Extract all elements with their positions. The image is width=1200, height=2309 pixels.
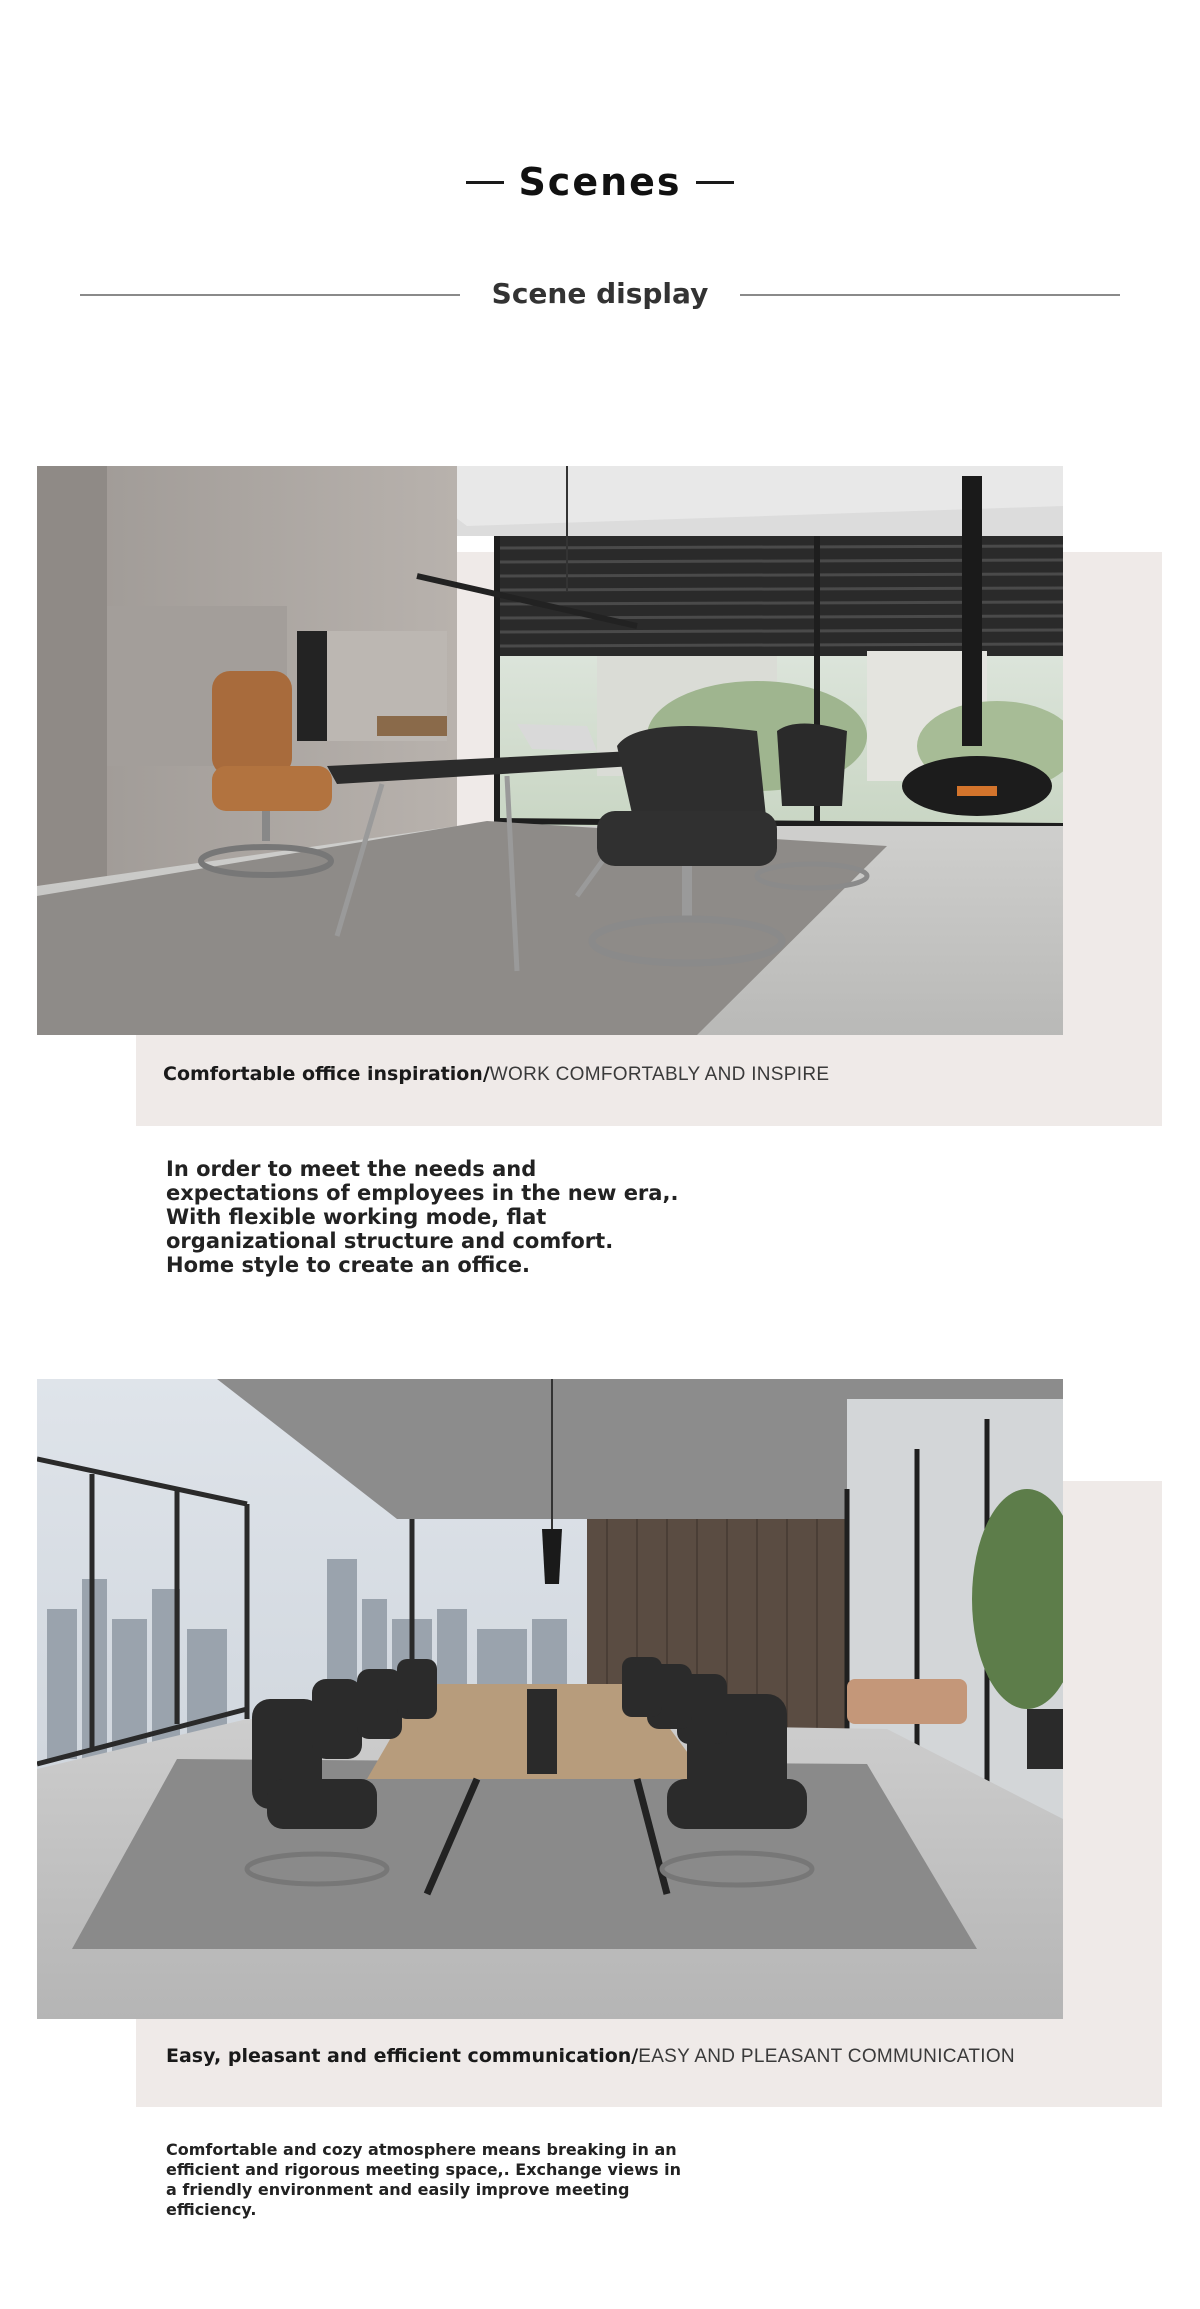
divider-left xyxy=(80,294,460,296)
divider-right xyxy=(740,294,1120,296)
scene-1-description: In order to meet the needs and expectations of employees in the new era,. With flexible working mode, flat organizational structure and comfort. Home style to create an office. xyxy=(166,1157,679,1277)
scene-1-caption-subtitle: WORK COMFORTABLY AND INSPIRE xyxy=(489,1064,830,1085)
scene-1-photo xyxy=(37,466,1063,1035)
scene-1-caption-title: Comfortable office inspiration/ xyxy=(163,1063,490,1085)
subtitle-text: Scene display xyxy=(491,277,709,310)
section-title-text: Scenes xyxy=(518,160,682,204)
scene-2-description: Comfortable and cozy atmosphere means breaking in an efficient and rigorous meeting space,. Exchange views in a friendly environment and easily improve meeting efficiency. xyxy=(166,2140,681,2219)
subtitle-row xyxy=(80,270,1120,318)
scene-1-caption xyxy=(163,1063,829,1086)
section-title xyxy=(0,158,1200,206)
title-dash-left xyxy=(466,181,504,184)
scene-2-photo xyxy=(37,1379,1063,2019)
scene-2-caption xyxy=(166,2045,1015,2068)
title-dash-right xyxy=(696,181,734,184)
scene-2-caption-subtitle: EASY AND PLEASANT COMMUNICATION xyxy=(638,2046,1015,2067)
scene-2-caption-title: Easy, pleasant and efficient communication/ xyxy=(166,2045,639,2067)
